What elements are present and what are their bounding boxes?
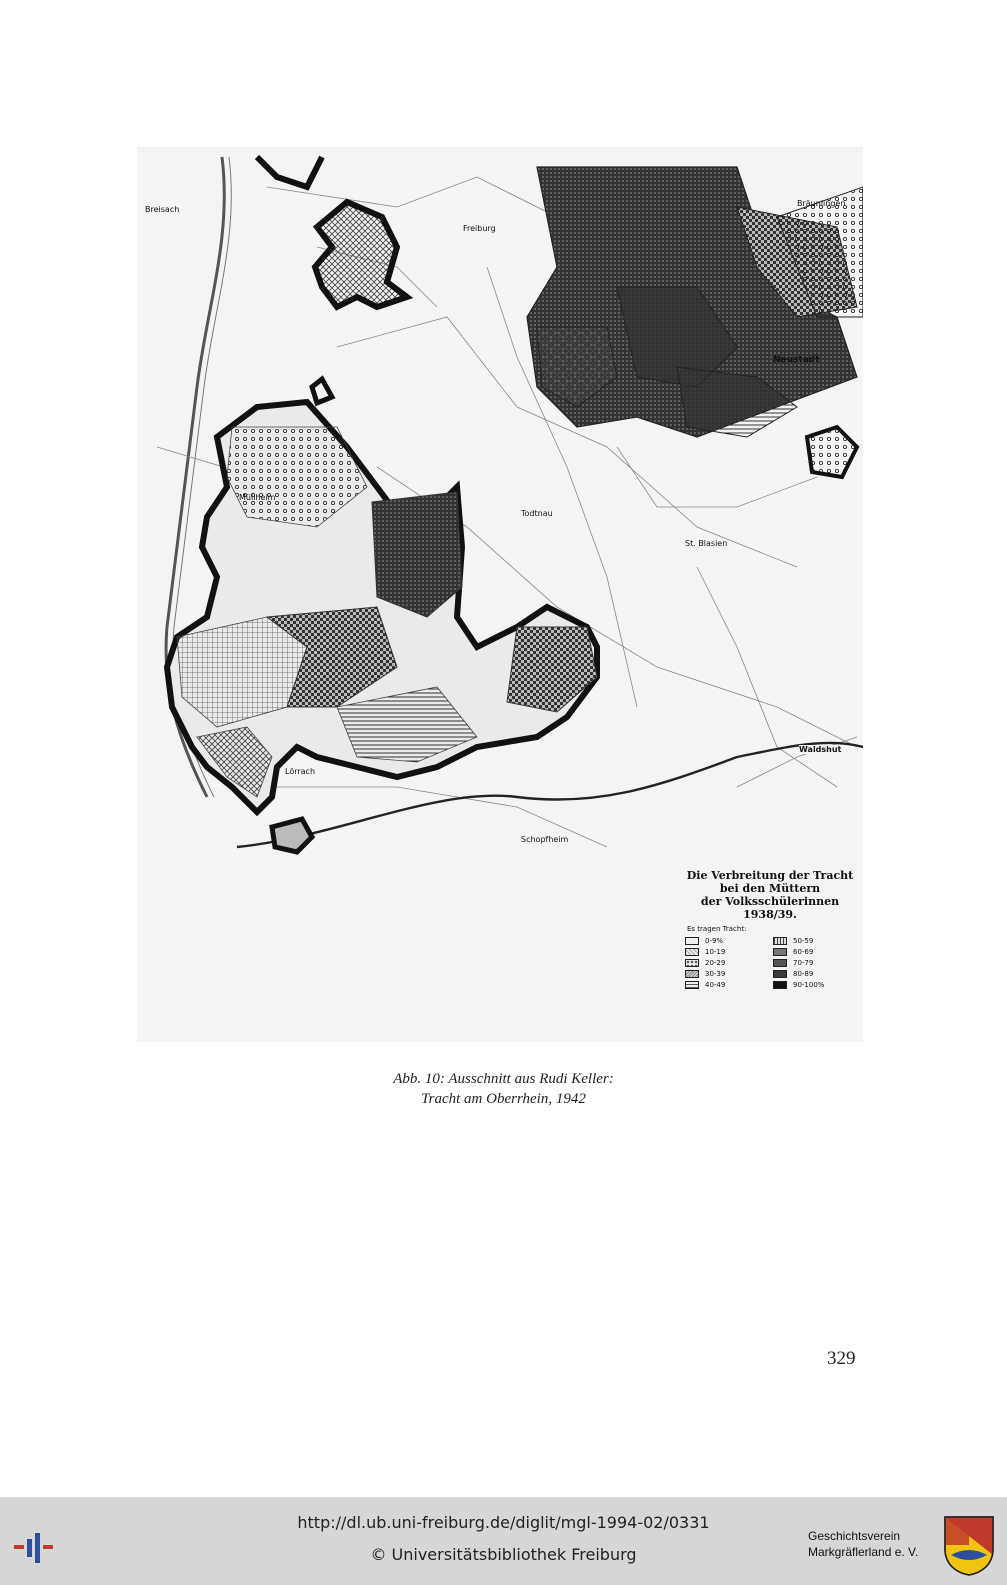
map-label-muellheim: Müllheim	[239, 493, 276, 502]
legend-subtitle: Es tragen Tracht:	[687, 925, 747, 933]
map-label-neustadt: Neustadt	[773, 355, 820, 365]
legend-swatch	[773, 959, 787, 967]
legend-item-label: 0-9%	[705, 937, 724, 945]
coat-of-arms-icon	[943, 1515, 995, 1577]
map-label-st-blasien: St. Blasien	[685, 539, 728, 548]
legend-swatch	[773, 970, 787, 978]
legend-item	[685, 959, 767, 967]
legend-item-label: 10-19	[705, 948, 726, 956]
caption-line-1: Abb. 10: Ausschnitt aus Rudi Keller:	[393, 1071, 614, 1087]
map-legend	[685, 869, 855, 989]
legend-item-label: 40-49	[705, 981, 726, 989]
map-label-schopfheim: Schopfheim	[521, 835, 569, 844]
legend-item-label: 60-69	[793, 948, 814, 956]
map-label-loerrach: Lörrach	[285, 767, 316, 776]
legend-items	[685, 937, 855, 989]
legend-item-label: 90-100%	[793, 981, 825, 989]
legend-item	[773, 981, 855, 989]
legend-item	[773, 937, 855, 945]
legend-title-line-1: Die Verbreitung der Tracht	[686, 869, 854, 882]
footer-bar	[0, 1497, 1007, 1585]
map-label-freiburg: Freiburg	[463, 224, 496, 233]
legend-item-label: 80-89	[793, 970, 814, 978]
legend-item-label: 30-39	[705, 970, 726, 978]
legend-item	[773, 970, 855, 978]
caption-line-2: Tracht am Oberrhein, 1942	[421, 1091, 586, 1107]
legend-swatch	[685, 981, 699, 989]
legend-item	[773, 959, 855, 967]
society-line-2: Markgräflerland e. V.	[808, 1545, 919, 1559]
legend-title-line-2: bei den Müttern	[719, 882, 821, 895]
legend-title-line-3: der Volksschülerinnen 1938/39.	[700, 895, 840, 921]
society-line-1: Geschichtsverein	[808, 1529, 901, 1543]
footer-copyright: © Universitätsbibliothek Freiburg	[370, 1545, 637, 1564]
region-outline-north	[315, 202, 407, 307]
legend-item	[773, 948, 855, 956]
page-number: 329	[827, 1348, 856, 1369]
historical-map-figure	[137, 147, 863, 1042]
legend-swatch	[685, 959, 699, 967]
legend-item-label: 20-29	[705, 959, 726, 967]
figure-caption	[0, 1069, 1007, 1109]
legend-item	[685, 948, 767, 956]
map-label-waldshut: Waldshut	[799, 745, 842, 754]
legend-item	[685, 937, 767, 945]
legend-swatch	[685, 937, 699, 945]
map-label-todtnau: Todtnau	[521, 509, 553, 518]
legend-item-label: 70-79	[793, 959, 814, 967]
society-name	[808, 1528, 918, 1560]
legend-swatch	[773, 948, 787, 956]
map-label-breisach: Breisach	[145, 205, 180, 214]
legend-item	[685, 970, 767, 978]
legend-swatch	[685, 948, 699, 956]
footer-url-link[interactable]: http://dl.ub.uni-freiburg.de/diglit/mgl-1994-02/0331	[297, 1513, 710, 1532]
legend-swatch	[773, 981, 787, 989]
legend-item-label: 50-59	[793, 937, 814, 945]
legend-item	[685, 981, 767, 989]
map-label-bruchsal: Bräunlingen	[797, 199, 846, 208]
legend-swatch	[685, 970, 699, 978]
legend-swatch	[773, 937, 787, 945]
